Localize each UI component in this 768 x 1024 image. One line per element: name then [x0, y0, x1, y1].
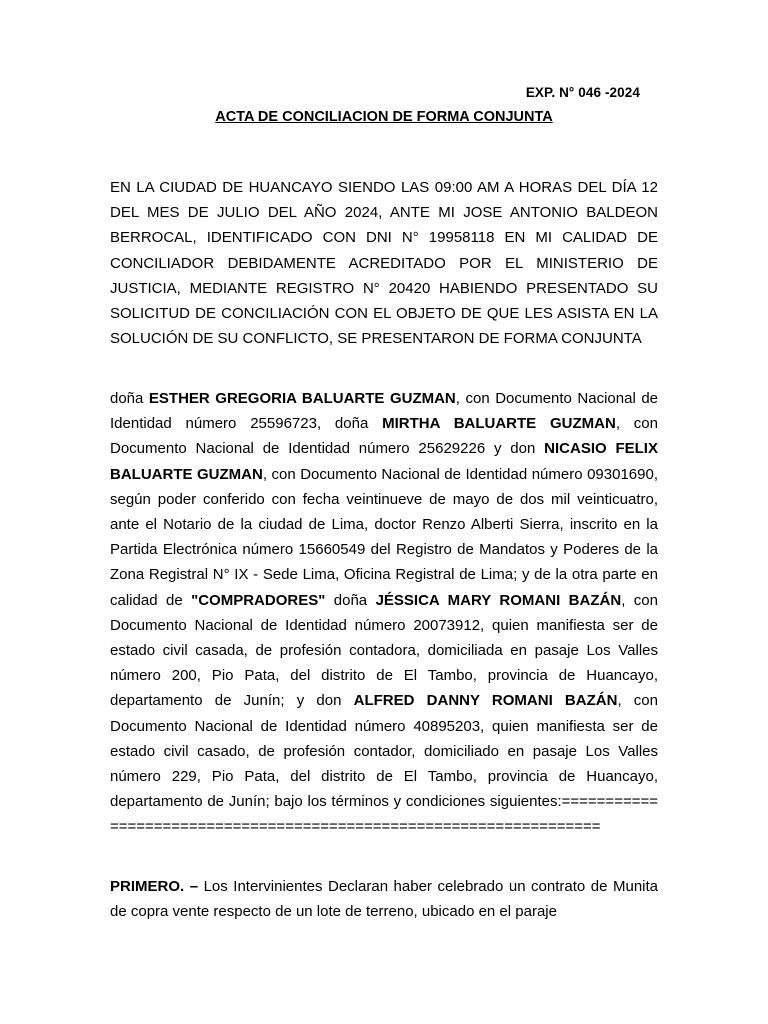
parties-text-8: siguientes:=================================================================== [110, 793, 658, 836]
intro-paragraph: EN LA CIUDAD DE HUANCAYO SIENDO LAS 09:00 AM A HORAS DEL DÍA 12 DEL MES DE JULIO DEL AÑO 2024, ANTE MI JOSE ANTONIO BALDEON BERROCAL, IDENTIFICADO CON DNI N° 19958118 EN MI CALIDAD DE CONCILIADOR DEBIDAMENTE ACREDITADO POR EL MINISTERIO DE JUSTICIA, MEDIANTE REGISTRO N° 20420 HABIENDO PRESENTADO SU SOLICITUD DE CONCILIACIÓN CON EL OBJETO DE QUE LES ASISTA EN LA SOLUCIÓN DE SU CONFLICTO, SE PRESENTARON DE FORMA CONJUNTA [110, 179, 658, 348]
parties-text-1: doña [110, 390, 149, 407]
buyers-role-label: "COMPRADORES" [191, 591, 326, 609]
party-name-alfred: ALFRED DANNY ROMANI BAZÁN [353, 692, 618, 710]
party-name-mirtha: MIRTHA BALUARTE GUZMAN [382, 415, 616, 433]
first-clause-paragraph [110, 874, 658, 924]
first-clause-text: Los Intervinientes Declaran haber celebrado un contrato de Munita de copra vente respecto de un lote de terreno, ubicado en el paraje [110, 878, 658, 921]
party-name-esther: ESTHER GREGORIA BALUARTE GUZMAN [148, 390, 456, 407]
party-name-nicasio: NICASIO FELIX BALUARTE GUZMAN [110, 440, 658, 483]
document-title: ACTA DE CONCILIACION DE FORMA CONJUNTA [215, 109, 553, 125]
party-name-jessica: JÉSSICA MARY ROMANI BAZÁN [375, 591, 622, 609]
parties-text-2: , con Documento Nacional de Identidad número 25596723, doña [110, 390, 659, 433]
parties-text-7: , con Documento Nacional de Identidad número 40895203, quien manifiesta ser de estado civil casado, de profesión contador, domiciliado en pasaje Los Valles número 229, Pio Pata, del distrito de El Tambo, provincia de Huancayo, departamento de Junín; bajo los términos y condiciones [110, 692, 658, 811]
parties-paragraph [110, 386, 658, 840]
parties-text-4: , con Documento Nacional de Identidad número 09301690, según poder conferido con fecha veintinueve de mayo de dos mil veinticuatro, ante el Notario de la ciudad de Lima, doctor Renzo Alberti Sierra, inscrito en la Partida Electrónica número 15660549 del Registro de Mandatos y Poderes de la Zona Registral N° IX - Sede Lima, Oficina Registral de Lima; y de la otra parte en calidad de [110, 465, 658, 609]
parties-text-5: doña [325, 591, 376, 609]
parties-text-6: , con Documento Nacional de Identidad número 20073912, quien manifiesta ser de estado civil casada, de profesión contadora, domiciliada en pasaje Los Valles número 200, Pio Pata, del distrito de El Tambo, provincia de Huancayo, departamento de Junín; y don [110, 591, 658, 710]
expedient-number: EXP. N° 046 -2024 [525, 85, 640, 100]
first-clause-label: PRIMERO. – [110, 878, 199, 895]
parties-text-3: , con Documento Nacional de Identidad número 25629226 y don [110, 415, 658, 458]
